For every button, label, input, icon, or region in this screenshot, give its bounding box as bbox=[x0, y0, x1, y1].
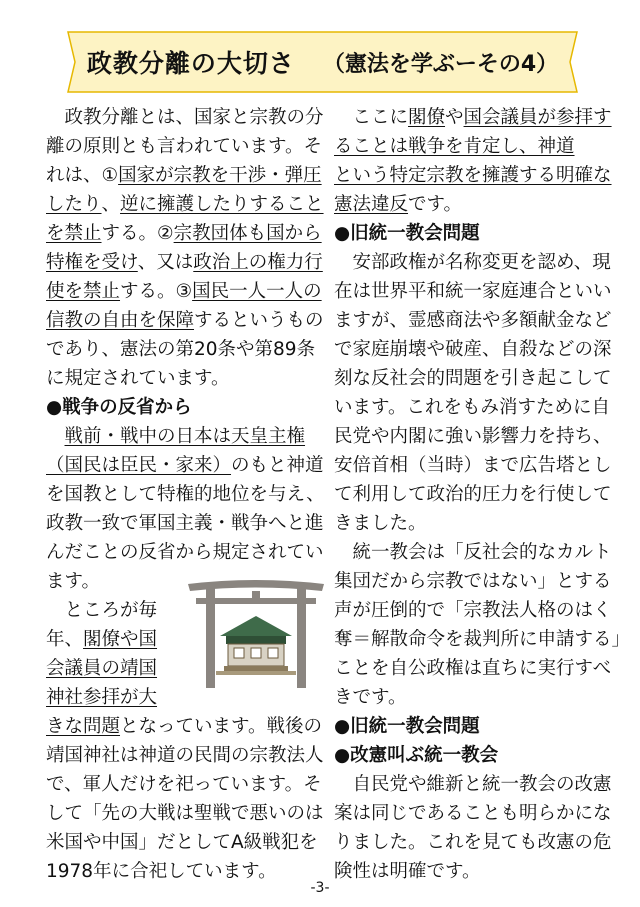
text-line: 戦前・戦中の日本は天皇主権 bbox=[64, 426, 306, 447]
text-line: 信教の自由を保障するというもの bbox=[46, 310, 324, 331]
page-title: 政教分離の大切さ bbox=[86, 49, 295, 78]
text-line: に規定されています。 bbox=[46, 368, 230, 389]
text-line: きました。 bbox=[334, 513, 427, 534]
text-line: 刻な反社会的問題を引き起こして bbox=[334, 368, 612, 389]
text-line: して「先の大戦は聖戦で悪いのは bbox=[46, 803, 324, 824]
page-subtitle: （憲法を学ぶーその4） bbox=[322, 51, 559, 77]
text-line: きな問題となっています。戦後の bbox=[46, 716, 323, 737]
text-line: 年、閣僚や国 bbox=[46, 629, 158, 650]
text-line: （国民は臣民・家来）のもと神道 bbox=[46, 455, 324, 476]
page-number: -3- bbox=[310, 880, 330, 896]
section-heading: ●戦争の反省から bbox=[46, 397, 192, 418]
text-line: 米国や中国」だとしてA級戦犯を bbox=[46, 832, 318, 853]
text-line: て利用して政治的圧力を行使して bbox=[334, 484, 612, 505]
left-column bbox=[46, 103, 326, 886]
text-line: います。これをもみ消すために自 bbox=[334, 397, 611, 418]
text-line: れは、①国家が宗教を干渉・弾圧 bbox=[46, 165, 322, 186]
text-line: ここに閣僚や国会議員が参拝す bbox=[334, 107, 612, 128]
text-line: で家庭崩壊や破産、自殺などの深 bbox=[334, 339, 612, 360]
right-column bbox=[334, 103, 631, 886]
text-line: 案は同じであることも明らかにな bbox=[334, 803, 612, 824]
text-line: 奪＝解散命令を裁判所に申請する」 bbox=[334, 629, 631, 650]
text-line: 神社参拝が大 bbox=[46, 687, 158, 708]
text-line: を国教として特権的地位を与え、 bbox=[46, 484, 325, 505]
text-line: で、軍人だけを祀っています。そ bbox=[46, 774, 322, 795]
text-line: りました。これを見ても改憲の危 bbox=[334, 832, 612, 853]
text-line: 安倍首相（当時）まで広告塔とし bbox=[334, 455, 612, 476]
section-heading: ●旧統一教会問題 bbox=[334, 716, 480, 737]
text-line: という特定宗教を擁護する明確な bbox=[334, 165, 612, 186]
text-line: 靖国神社は神道の民間の宗教法人 bbox=[46, 745, 324, 766]
text-line: 自民党や維新と統一教会の改憲 bbox=[334, 774, 612, 795]
title-banner bbox=[60, 28, 585, 96]
text-line: であり、憲法の第20条や第89条 bbox=[46, 339, 316, 360]
text-line: 政教分離とは、国家と宗教の分 bbox=[46, 107, 324, 128]
text-line: 憲法違反です。 bbox=[334, 194, 463, 215]
text-line: 声が圧倒的で「宗教法人格のはく bbox=[334, 600, 612, 621]
text-line: 会議員の靖国 bbox=[46, 658, 158, 679]
section-heading: ●旧統一教会問題 bbox=[334, 223, 480, 244]
text-line: 1978年に合祀しています。 bbox=[46, 861, 277, 882]
text-line: 集団だから宗教ではない」とする bbox=[334, 571, 612, 592]
text-line: したり、逆に擁護したりすること bbox=[46, 194, 324, 215]
text-line: 使を禁止する。③国民一人一人の bbox=[46, 281, 322, 302]
text-line: きです。 bbox=[334, 687, 407, 708]
text-line: ますが、霊感商法や多額献金など bbox=[334, 310, 612, 331]
text-line: 在は世界平和統一家庭連合といい bbox=[334, 281, 612, 302]
text-line: 統一教会は「反社会的なカルト bbox=[334, 542, 612, 563]
text-line: 険性は明確です。 bbox=[334, 861, 481, 882]
text-line: ことを自公政権は直ちに実行すべ bbox=[334, 658, 612, 679]
text-line: ところが毎 bbox=[46, 600, 158, 621]
torii-shrine-icon bbox=[186, 578, 326, 690]
shrine-illustration bbox=[186, 578, 326, 690]
text-line: 政教一致で軍国主義・戦争へと進 bbox=[46, 513, 324, 534]
text-line: 安部政権が名称変更を認め、現 bbox=[334, 252, 611, 273]
section-heading: ●改憲叫ぶ統一教会 bbox=[334, 745, 499, 766]
text-line: を禁止する。②宗教団体も国から bbox=[46, 223, 322, 244]
text-line: ます。 bbox=[46, 571, 101, 592]
text-line: ることは戦争を肯定し、神道 bbox=[334, 136, 575, 157]
text-line: 民党や内閣に強い影響力を持ち、 bbox=[334, 426, 612, 447]
text-line: 特権を受け、又は政治上の権力行 bbox=[46, 252, 323, 273]
text-line: 離の原則とも言われています。そ bbox=[46, 136, 323, 157]
text-line: んだことの反省から規定されてい bbox=[46, 542, 324, 563]
